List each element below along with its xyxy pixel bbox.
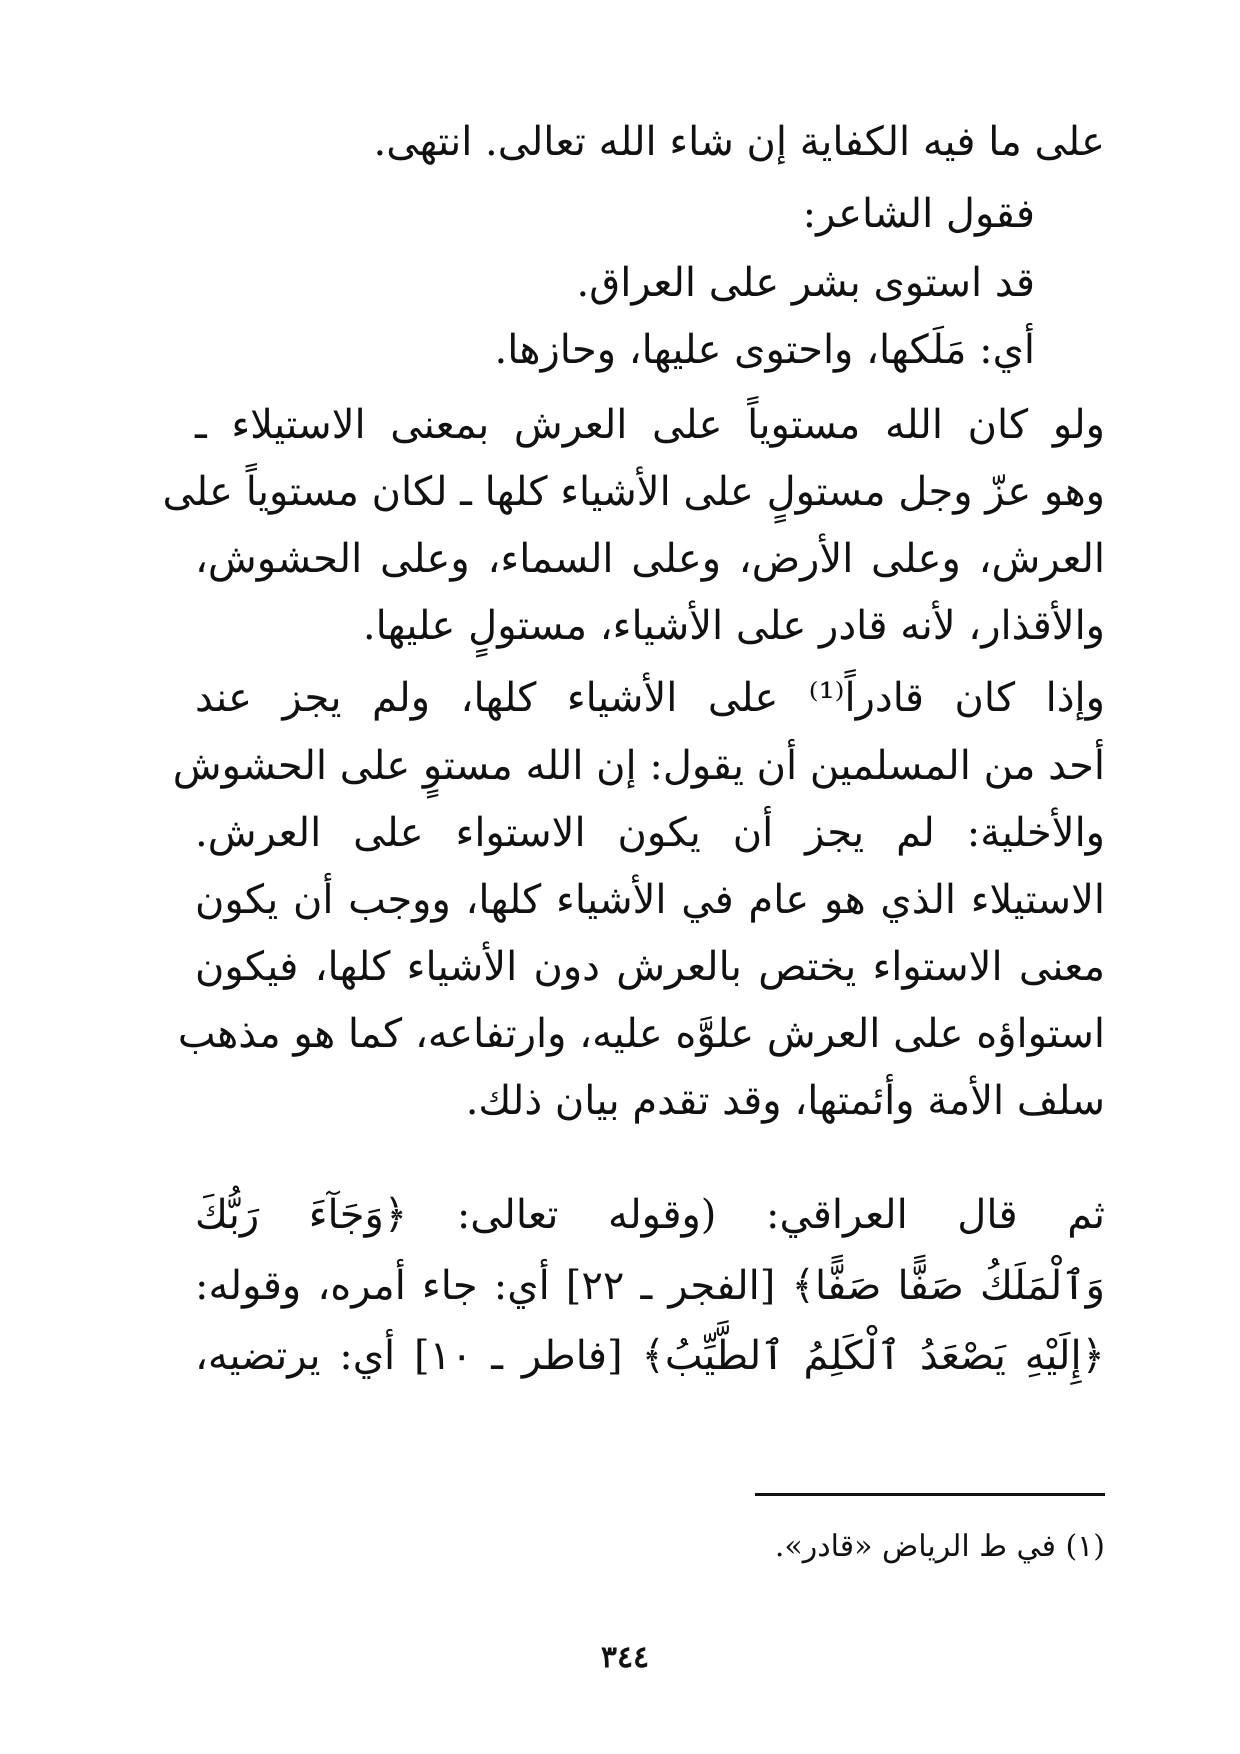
text-line-5: ولو كان الله مستوياً على العرش بمعنى الاستيلاء ـ — [195, 402, 1105, 448]
text-line-8: والأقذار، لأنه قادر على الأشياء، مستولٍ عليها. — [362, 603, 1105, 649]
text-line-4: أي: مَلَكها، واحتوى عليها، وحازها. — [494, 327, 1035, 373]
text-line-11: والأخلية: لم يجز أن يكون الاستواء على العرش. — [195, 810, 1105, 856]
text-line-3: قد استوى بشر على العراق. — [576, 260, 1035, 306]
text-line-6: وهو عزّ وجل مستولٍ على الأشياء كلها ـ لكان مستوياً على — [162, 469, 1105, 515]
text-line-9: وإذا كان قادراً⁽¹⁾ على الأشياء كلها، ولم يجز عند — [195, 675, 1105, 721]
text-line-7: العرش، وعلى الأرض، وعلى السماء، وعلى الحشوش، — [195, 536, 1105, 582]
text-line-17: وَٱلْمَلَكُ صَفًّا صَفًّا﴾ [الفجر ـ ٢٢] أي: جاء أمره، وقوله: — [195, 1263, 1105, 1309]
text-line-13: معنى الاستواء يختص بالعرش دون الأشياء كلها، فيكون — [195, 944, 1105, 990]
footnote: (١) في ط الرياض «قادر». — [774, 1529, 1105, 1564]
text-line-1: على ما فيه الكفاية إن شاء الله تعالى. انتهى. — [373, 119, 1105, 165]
text-line-15: سلف الأمة وأئمتها، وقد تقدم بيان ذلك. — [465, 1078, 1105, 1124]
text-line-10: أحد من المسلمين أن يقول: إن الله مستوٍ على الحشوش — [172, 743, 1105, 789]
text-line-2: فقول الشاعر: — [802, 191, 1035, 237]
text-line-12: الاستيلاء الذي هو عام في الأشياء كلها، ووجب أن يكون — [195, 877, 1105, 923]
footnote-divider — [755, 1493, 1105, 1496]
text-line-16: ثم قال العراقي: (وقوله تعالى: ﴿وَجَآءَ رَبُّكَ — [195, 1192, 1105, 1238]
text-line-18: ﴿إِلَيْهِ يَصْعَدُ ٱلْكَلِمُ ٱلطَّيِّبُ﴾ [فاطر ـ ١٠] أي: يرتضيه، — [195, 1333, 1105, 1379]
page-number: ٣٤٤ — [600, 1640, 650, 1675]
text-line-14: استواؤه على العرش علوَّه عليه، وارتفاعه، كما هو مذهب — [177, 1011, 1105, 1057]
